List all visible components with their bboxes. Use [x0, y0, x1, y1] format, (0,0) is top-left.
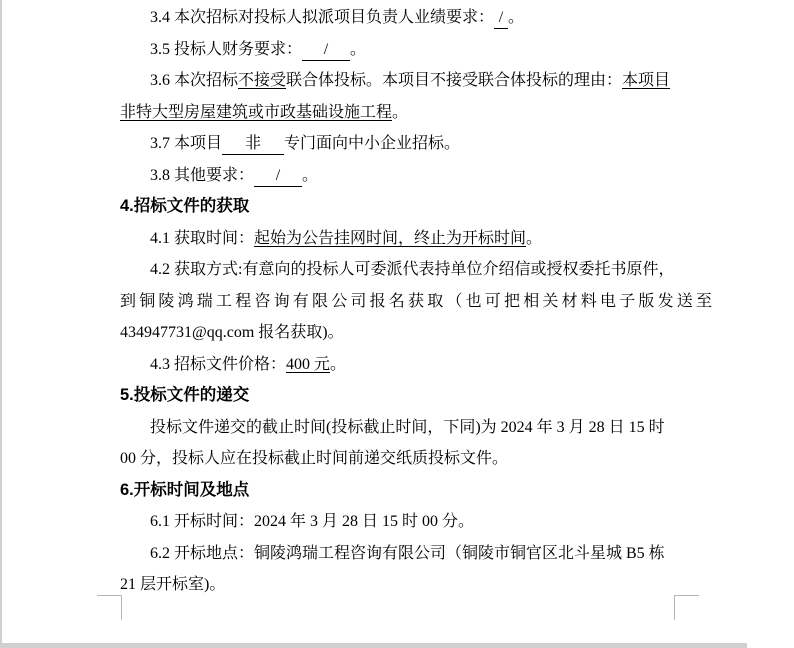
text-segment: 5.投标文件的递交: [120, 386, 250, 404]
text-segment: 3.5 投标人财务要求：: [150, 40, 303, 58]
text-line: [120, 223, 674, 255]
text-segment: 专门面向中小企业招标。: [284, 135, 461, 152]
text-segment: 4.1 获取时间：: [150, 229, 255, 247]
text-segment: 投标文件递交的截止时间(投标截止时间，下同)为 2024 年 3 月 28 日 15 时: [150, 418, 665, 436]
text-line: [120, 317, 674, 349]
text-segment: 3.7 本项目: [150, 135, 223, 152]
blank-field: /: [254, 166, 302, 187]
text-line: [120, 286, 716, 318]
text-line: [120, 97, 674, 129]
section-heading: [120, 191, 674, 223]
text-line: [120, 34, 674, 66]
text-segment: 3.8 其他要求：: [150, 166, 255, 184]
document-lines: [120, 2, 716, 601]
text-segment: 3.4 本次招标对投标人拟派项目负责人业绩要求：: [150, 9, 495, 26]
text-segment: 联合体投标。本项目不接受联合体投标的理由：: [286, 72, 623, 89]
blank-field: /: [302, 40, 350, 61]
text-line: [120, 65, 674, 97]
text-segment: 21 层开标室)。: [120, 576, 226, 593]
section-heading: [120, 380, 674, 412]
text-segment: 4.3 招标文件价格：: [150, 355, 287, 373]
underlined-text: 400 元: [286, 355, 331, 373]
text-segment: 。: [526, 229, 543, 247]
text-line: [120, 128, 674, 160]
text-segment: 434947731@qq.com 报名获取)。: [120, 324, 344, 341]
underlined-text: 起始为公告挂网时间，终止为开标时间: [254, 229, 527, 247]
text-line: [120, 2, 674, 34]
text-line: [120, 443, 674, 475]
underlined-text: 非特大型房屋建筑或市政基础设施工程: [120, 103, 393, 121]
underlined-text: 本项目: [622, 72, 671, 89]
text-segment: 6.2 开标地点：铜陵鸿瑞工程咨询有限公司（铜陵市铜官区北斗星城 B5 栋: [150, 544, 665, 562]
text-segment: 3.6 本次招标: [150, 72, 239, 89]
page-margin-mark-bottom-right: [674, 595, 699, 620]
blank-field: 非: [222, 134, 284, 155]
text-segment: 00 分，投标人应在投标截止时间前递交纸质投标文件。: [120, 450, 509, 467]
text-segment: 4.招标文件的获取: [120, 197, 250, 215]
text-segment: 。: [330, 355, 347, 373]
page-margin-mark-bottom-left: [97, 595, 122, 620]
section-heading: [120, 475, 674, 507]
blank-field: /: [494, 8, 508, 29]
text-segment: 。: [302, 166, 319, 184]
text-line: [120, 254, 674, 286]
text-line: [120, 412, 674, 444]
text-segment: 。: [392, 103, 409, 121]
page-edge-left: [0, 0, 2, 648]
text-line: [120, 506, 674, 538]
text-segment: 4.2 获取方式:有意向的投标人可委派代表持单位介绍信或授权委托书原件，: [150, 261, 675, 278]
underlined-text: 不接受: [238, 72, 287, 89]
text-segment: 。: [508, 9, 525, 26]
text-segment: 。: [350, 40, 367, 58]
text-line: [120, 569, 674, 601]
text-segment: 到铜陵鸿瑞工程咨询有限公司报名获取（也可把相关材料电子版发送至: [120, 292, 716, 310]
text-segment: 6.开标时间及地点: [120, 480, 250, 499]
text-line: [120, 349, 674, 381]
text-line: [120, 160, 674, 192]
text-segment: 6.1 开标时间：2024 年 3 月 28 日 15 时 00 分。: [150, 513, 475, 530]
text-line: [120, 538, 674, 570]
page-edge-bottom: [0, 643, 747, 648]
